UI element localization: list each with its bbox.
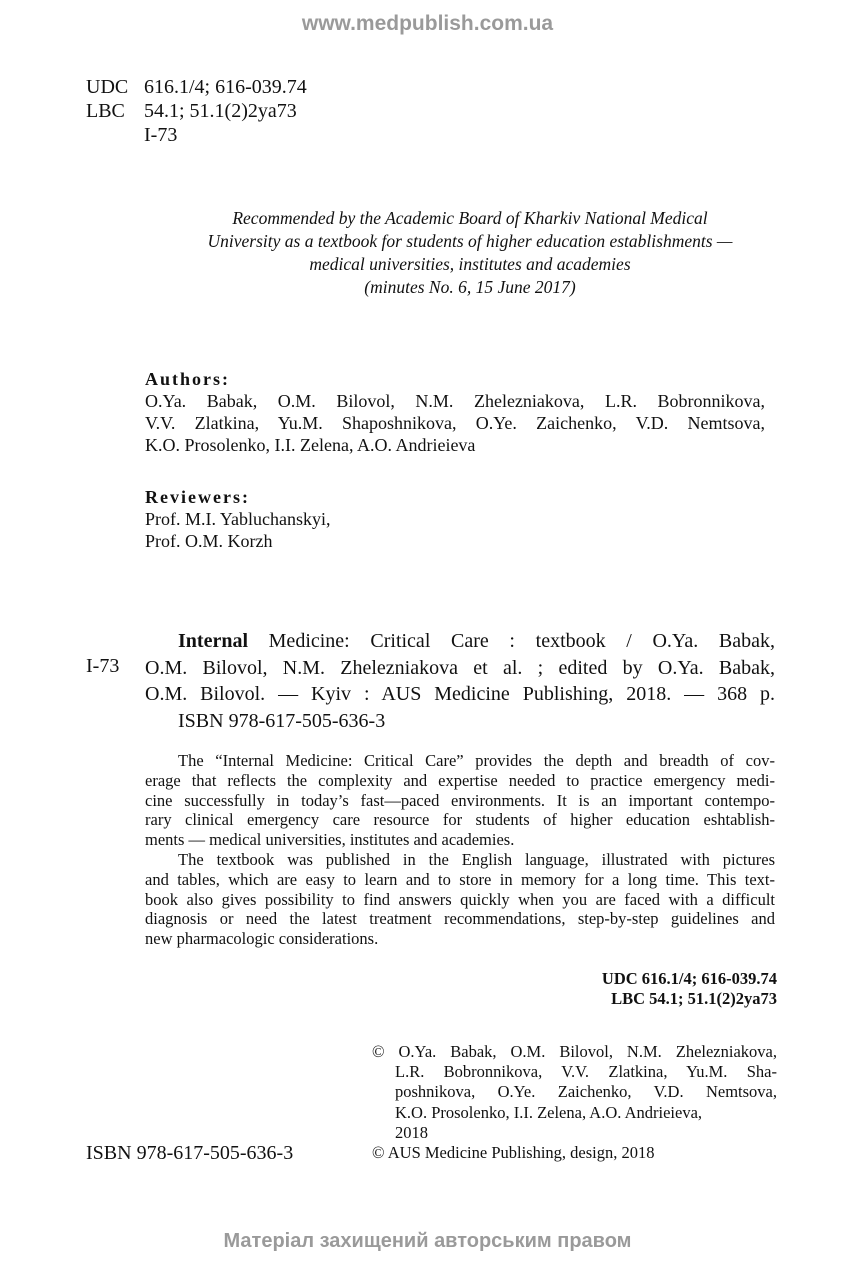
recommendation-line: medical universities, institutes and academies <box>309 254 631 274</box>
lbc-value: 54.1; 51.1(2)2ya73 <box>144 100 297 122</box>
reviewer-line: Prof. M.I. Yabluchanskyi, <box>145 509 331 529</box>
abstract-line: rary clinical emergency care resource for students of higher education eshtablish- <box>145 810 775 830</box>
copyright-line: K.O. Prosolenko, I.I. Zelena, A.O. Andrieieva, <box>395 1102 703 1122</box>
reviewers-section <box>145 486 331 552</box>
udc-label: UDC <box>86 76 129 98</box>
author-mark-row <box>86 123 307 147</box>
copyright-line: L.R. Bobronnikova, V.V. Zlatkina, Yu.M. Sha- <box>395 1062 777 1082</box>
authors-line: V.V. Zlatkina, Yu.M. Shaposhnikova, O.Ye. Zaichenko, V.D. Nemtsova, <box>145 413 765 433</box>
abstract-line: ments — medical universities, institutes and academies. <box>145 830 515 850</box>
copyright-notice-watermark: Матеріал захищений авторським правом <box>223 1230 632 1252</box>
bib-line-1-rest: Medicine: Critical Care : textbook / O.Ya. Babak, <box>248 630 775 652</box>
abstract <box>145 751 775 949</box>
abstract-line: book also gives possibility to find answers quickly when you are faced with a difficult <box>145 889 775 909</box>
bib-line-3: O.M. Bilovol. — Kyiv : AUS Medicine Publishing, 2018. — 368 p. <box>145 683 775 705</box>
abstract-line: The textbook was published in the English language, illustrated with pictures <box>178 849 775 869</box>
recommendation-line: (minutes No. 6, 15 June 2017) <box>364 277 576 297</box>
abstract-line: and tables, which are easy to learn and to store in memory for a long time. This text- <box>145 869 775 889</box>
abstract-line: diagnosis or need the latest treatment recommendations, step-by-step guidelines and <box>145 909 775 929</box>
website-watermark: www.medpublish.com.ua <box>301 12 554 35</box>
recommendation-note <box>100 207 840 299</box>
classification-block <box>86 75 307 147</box>
author-mark: І-73 <box>144 124 178 146</box>
authors-line: K.O. Prosolenko, I.I. Zelena, A.O. Andrieieva <box>145 435 476 455</box>
recommendation-line: University as a textbook for students of higher education establishments — <box>207 231 733 251</box>
authors-section <box>145 368 765 456</box>
copyright-line: poshnikova, O.Ye. Zaichenko, V.D. Nemtsova, <box>395 1082 777 1102</box>
copyright-design-line: © AUS Medicine Publishing, design, 2018 <box>372 1143 655 1163</box>
classification-codes <box>602 969 777 1009</box>
copyright-line: 2018 <box>395 1122 428 1142</box>
bib-isbn: ISBN 978-617-505-636-3 <box>178 709 386 732</box>
bib-mark: І-73 <box>86 655 120 677</box>
bibliographic-record <box>145 628 775 734</box>
bib-title-bold: Internal <box>178 630 248 652</box>
lbc-row <box>86 99 307 123</box>
abstract-line: new pharmacologic considerations. <box>145 929 379 949</box>
isbn-bottom: ISBN 978-617-505-636-3 <box>86 1142 294 1164</box>
udc-row <box>86 75 307 99</box>
udc-code: UDC 616.1/4; 616-039.74 <box>601 969 777 988</box>
authors-heading: Authors: <box>145 369 231 389</box>
copyright-block <box>372 1042 777 1163</box>
authors-line: O.Ya. Babak, O.M. Bilovol, N.M. Zhelezniakova, L.R. Bobronnikova, <box>145 391 765 411</box>
udc-value: 616.1/4; 616-039.74 <box>144 76 307 98</box>
bib-line-2: O.M. Bilovol, N.M. Zhelezniakova et al. ; edited by O.Ya. Babak, <box>145 656 775 679</box>
reviewers-heading: Reviewers: <box>145 487 250 507</box>
lbc-label: LBC <box>86 100 125 122</box>
lbc-code: LBC 54.1; 51.1(2)2ya73 <box>611 989 777 1008</box>
reviewer-line: Prof. O.M. Korzh <box>145 531 273 551</box>
abstract-line: The “Internal Medicine: Critical Care” provides the depth and breadth of cov- <box>178 751 775 770</box>
copyright-line: © O.Ya. Babak, O.M. Bilovol, N.M. Zhelezniakova, <box>372 1042 777 1061</box>
recommendation-line: Recommended by the Academic Board of Kharkiv National Medical <box>232 208 708 228</box>
abstract-line: cine successfully in today’s fast—paced environments. It is an important contempo- <box>145 790 775 810</box>
bib-line-1 <box>145 628 775 655</box>
abstract-line: erage that reflects the complexity and expertise needed to practice emergency medi- <box>145 770 775 790</box>
